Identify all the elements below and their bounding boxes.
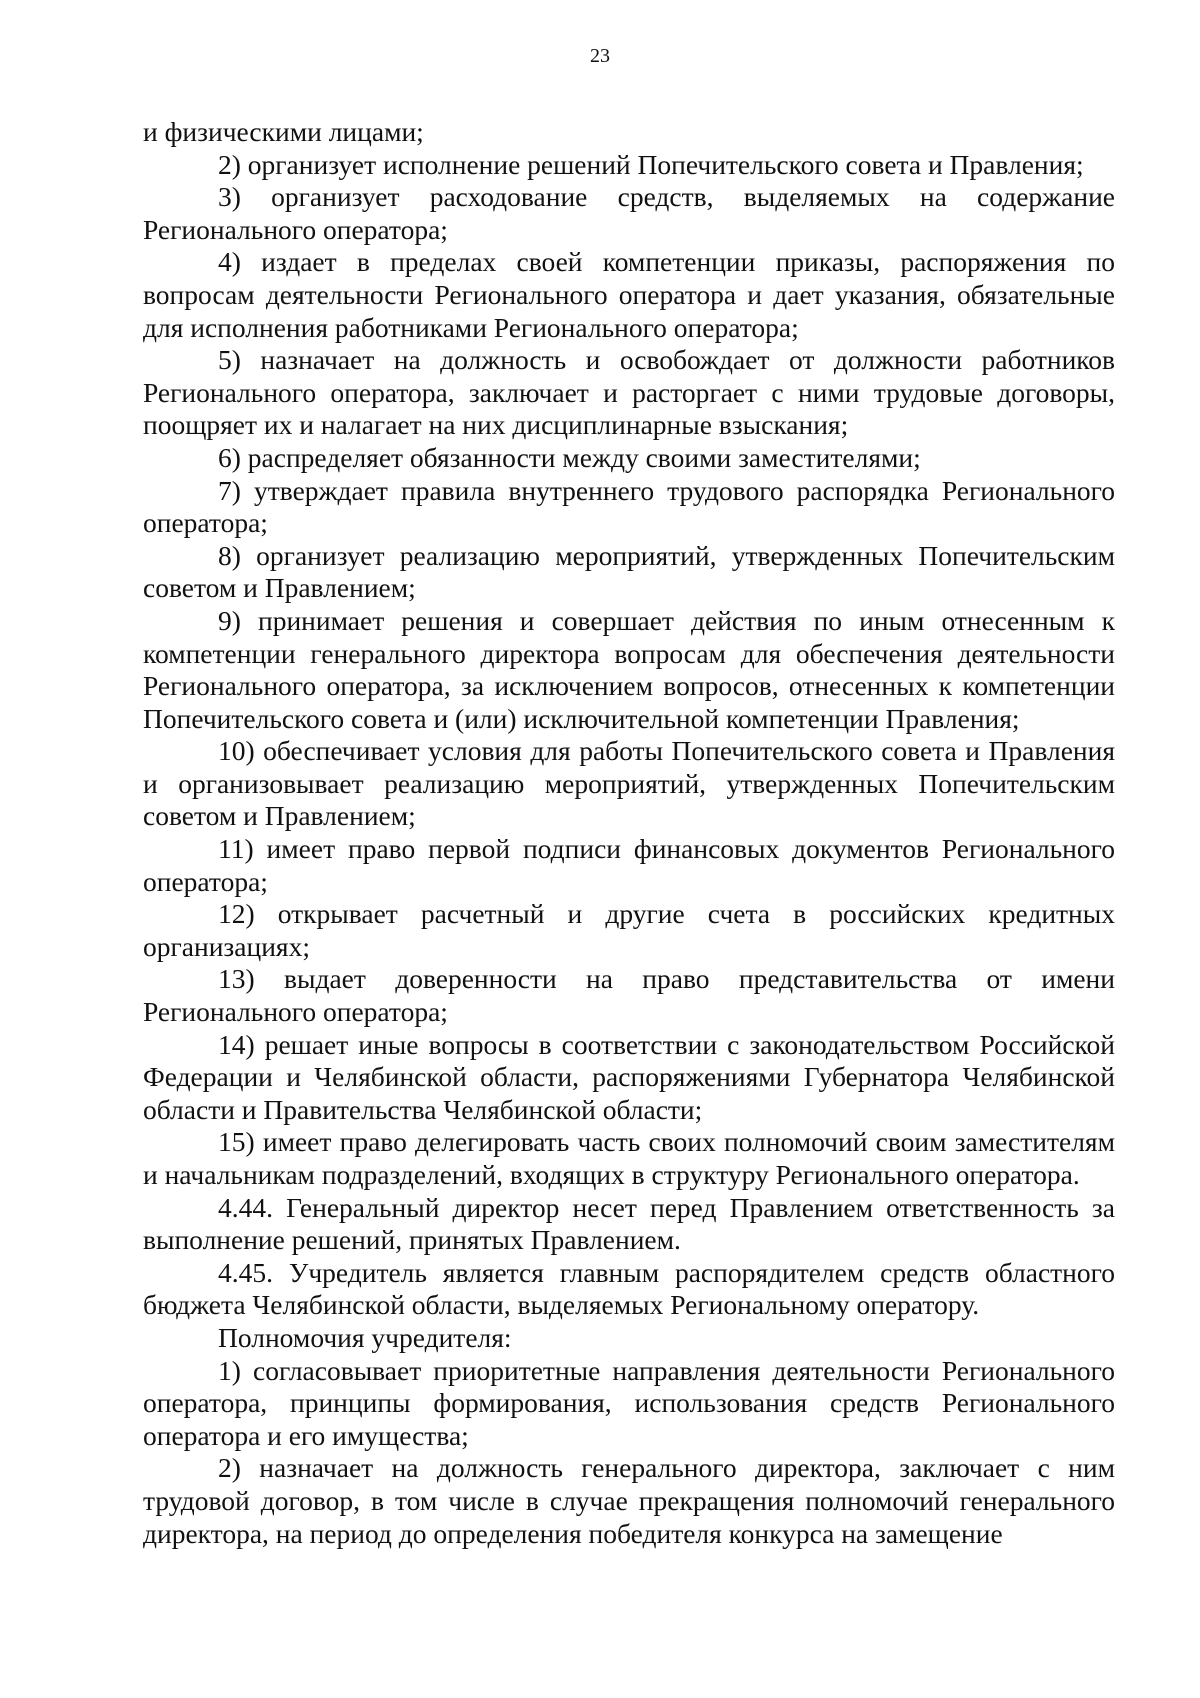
paragraph-continuation: и физическими лицами;	[143, 116, 424, 147]
paragraph-item-13: 13) выдает доверенности на право представительства от имени Регионального оператора;	[143, 963, 1115, 1028]
paragraph-item-3: 3) организует расходование средств, выделяемых на содержание Регионального оператора;	[143, 181, 1115, 245]
paragraph-section-4-45: 4.45. Учредитель является главным распорядителем средств областного бюджета Челябинской области, выделяемых Региональному оператору.	[143, 1256, 1115, 1321]
paragraph-founder-item-2: 2) назначает на должность генерального директора, заключает с ним трудовой договор, в том числе в случае прекращения полномочий генерального директора, на период до определения победителя конкурса на замещение	[143, 1452, 1115, 1549]
paragraph-item-12: 12) открывает расчетный и другие счета в российских кредитных организациях;	[143, 898, 1115, 962]
page-number: 23	[590, 45, 610, 67]
paragraph-item-8: 8) организует реализацию мероприятий, утвержденных Попечительским советом и Правлением;	[143, 539, 1115, 604]
paragraph-item-2: 2) организует исполнение решений Попечительского совета и Правления;	[218, 148, 1084, 180]
document-body	[143, 116, 1115, 1550]
paragraph-item-10: 10) обеспечивает условия для работы Попечительского совета и Правления и организовывает реализацию мероприятий, утвержденных Попечительским советом и Правлением;	[143, 735, 1115, 832]
paragraph-item-14: 14) решает иные вопросы в соответствии с законодательством Российской Федерации и Челябинской области, распоряжениями Губернатора Челябинской области и Правительства Челябинской области;	[143, 1028, 1115, 1125]
paragraph-founder-powers-heading: Полномочия учредителя:	[218, 1321, 512, 1353]
paragraph-item-7: 7) утверждает правила внутреннего трудового распорядка Регионального оператора;	[143, 474, 1115, 539]
paragraph-item-6: 6) распределяет обязанности между своими заместителями;	[218, 441, 921, 473]
paragraph-item-15: 15) имеет право делегировать часть своих полномочий своим заместителям и начальникам подразделений, входящих в структуру Регионального оператора.	[143, 1126, 1115, 1190]
paragraph-item-11: 11) имеет право первой подписи финансовых документов Регионального оператора;	[143, 833, 1115, 897]
paragraph-section-4-44: 4.44. Генеральный директор несет перед Правлением ответственность за выполнение решений, принятых Правлением.	[143, 1191, 1115, 1256]
paragraph-item-9: 9) принимает решения и совершает действия по иным отнесенным к компетенции генерального директора вопросам для обеспечения деятельности Регионального оператора, за исключением вопросов, отнесенных к компетенции Попечительского совета и (или) исключительной компетенции Правления;	[143, 604, 1115, 734]
paragraph-item-4: 4) издает в пределах своей компетенции приказы, распоряжения по вопросам деятельности Регионального оператора и дает указания, обязательные для исполнения работниками Регионального оператора;	[143, 246, 1115, 343]
paragraph-item-5: 5) назначает на должность и освобождает от должности работников Регионального оператора, заключает и расторгает с ними трудовые договоры, поощряет их и налагает на них дисциплинарные взыскания;	[143, 344, 1115, 441]
paragraph-founder-item-1: 1) согласовывает приоритетные направления деятельности Регионального оператора, принципы формирования, использования средств Регионального оператора и его имущества;	[143, 1354, 1115, 1451]
